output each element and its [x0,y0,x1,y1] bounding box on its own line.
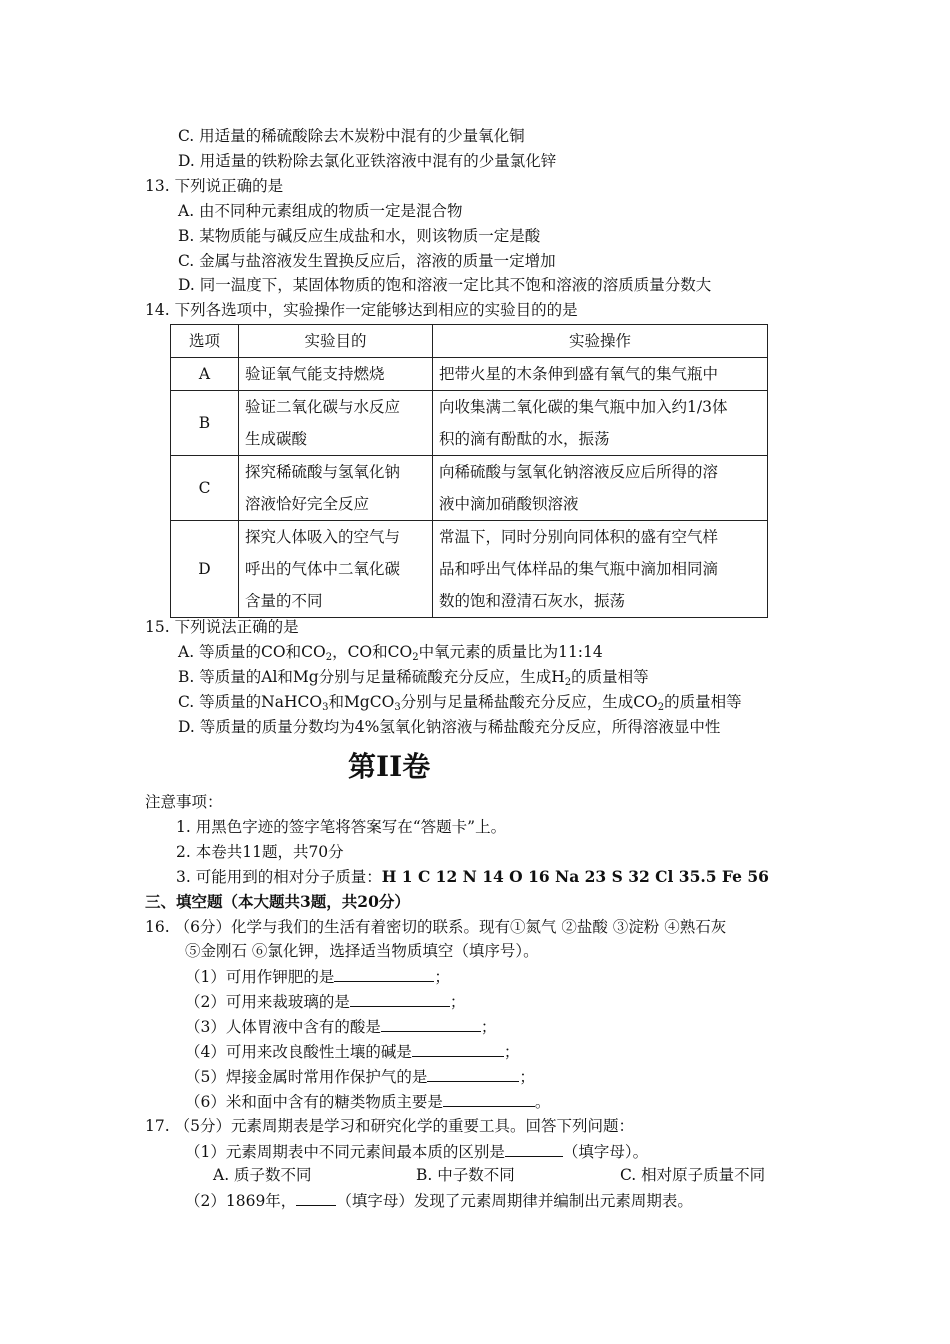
q13-option-c: C. 金属与盐溶液发生置换反应后，溶液的质量一定增加 [178,252,556,270]
notes-heading: 注意事项： [145,793,223,811]
row-purpose: 探究人体吸入的空气与 呼出的气体中二氧化碳 含量的不同 [239,521,433,618]
row-operation: 把带火星的木条伸到盛有氧气的集气瓶中 [433,358,768,391]
header-option: 选项 [171,325,239,358]
answer-blank[interactable] [412,1041,504,1057]
answer-blank[interactable] [505,1141,563,1157]
q15-option-a: A. 等质量的CO和$CO_2$，CO和$CO_2$中氧元素的质量比为11:14 [178,643,603,663]
table-row [171,521,768,618]
q14-stem: 14. 下列各选项中，实验操作一定能够达到相应的实验目的的是 [145,301,578,319]
q16-item-3: （3）人体胃液中含有的酸是 ； [185,1018,497,1036]
q16-item-2: （2）可用来裁玻璃的是 ； [185,993,466,1011]
note-2: 2. 本卷共11题，共70分 [176,843,344,861]
q17-sub1: （1）元素周期表中不同元素间最本质的区别是 （填字母）。 [185,1143,649,1161]
q16-item-6: （6）米和面中含有的糖类物质主要是 。 [185,1093,551,1111]
row-operation: 常温下，同时分别向同体积的盛有空气样 品和呼出气体样品的集气瓶中滴加相同滴 数的饱和澄清石灰水，振荡 [433,521,768,618]
note-3: 3. 可能用到的相对分子质量：H 1 C 12 N 14 O 16 Na 23 S 32 Cl 35.5 Fe 56 [176,867,769,886]
q15-stem: 15. 下列说法正确的是 [145,618,299,636]
header-operation: 实验操作 [433,325,768,358]
table-row [171,391,768,456]
q12-option-d: D. 用适量的铁粉除去氯化亚铁溶液中混有的少量氯化锌 [178,152,557,170]
part3-title: 三、填空题（本大题共3题，共20分） [145,892,410,911]
table-row [171,456,768,521]
q15-option-b: B. 等质量的Al和Mg分别与足量稀硫酸充分反应，生成$H_2$的质量相等 [178,668,649,688]
answer-blank[interactable] [443,1091,535,1107]
experiment-table [170,324,768,618]
q16-stem-line2: ⑤金刚石 ⑥氯化钾，选择适当物质填空（填序号）。 [185,942,539,960]
row-operation: 向收集满二氧化碳的集气瓶中加入约1/3体 积的滴有酚酞的水，振荡 [433,391,768,456]
q13-option-b: B. 某物质能与碱反应生成盐和水，则该物质一定是酸 [178,227,541,245]
table-header-row [171,325,768,358]
q13-option-a: A. 由不同种元素组成的物质一定是混合物 [178,202,463,220]
q16-item-1: （1）可用作钾肥的是 ； [185,968,450,986]
answer-blank[interactable] [427,1066,519,1082]
q12-option-c: C. 用适量的稀硫酸除去木炭粉中混有的少量氧化铜 [178,127,525,145]
q13-option-d: D. 同一温度下，某固体物质的饱和溶液一定比其不饱和溶液的溶质质量分数大 [178,276,712,294]
note-1: 1. 用黑色字迹的签字笔将答案写在“答题卡”上。 [176,818,507,836]
row-operation: 向稀硫酸与氢氧化钠溶液反应后所得的溶 液中滴加硝酸钡溶液 [433,456,768,521]
q17-stem: 17. （5分）元素周期表是学习和研究化学的重要工具。回答下列问题： [145,1117,634,1135]
row-option: D [171,521,239,618]
q15-option-d: D. 等质量的质量分数均为4%氢氧化钠溶液与稀盐酸充分反应，所得溶液显中性 [178,718,721,736]
q15-option-c: C. 等质量的NaHCO$_3$和MgCO$_3$分别与足量稀盐酸充分反应，生成$CO_2$的质量相等 [178,693,742,713]
q16-stem-line1: 16. （6分）化学与我们的生活有着密切的联系。现有①氮气 ②盐酸 ③淀粉 ④熟石灰 [145,918,727,936]
answer-blank[interactable] [350,991,450,1007]
answer-blank[interactable] [334,966,434,982]
q13-stem: 13. 下列说正确的是 [145,177,284,195]
section-title: 第II卷 [348,750,431,783]
q17-option-c: C. 相对原子质量不同 [620,1166,766,1184]
header-purpose: 实验目的 [239,325,433,358]
row-purpose: 验证二氧化碳与水反应 生成碳酸 [239,391,433,456]
row-option: C [171,456,239,521]
table-row [171,358,768,391]
row-purpose: 验证氧气能支持燃烧 [239,358,433,391]
q17-option-a: A. 质子数不同 [213,1166,312,1184]
q17-sub2: （2）1869年， （填字母）发现了元素周期律并编制出元素周期表。 [185,1192,693,1210]
answer-blank[interactable] [381,1016,481,1032]
q17-option-b: B. 中子数不同 [416,1166,515,1184]
answer-blank[interactable] [296,1190,336,1206]
row-option: A [171,358,239,391]
q16-item-5: （5）焊接金属时常用作保护气的是 ； [185,1068,535,1086]
row-purpose: 探究稀硫酸与氢氧化钠 溶液恰好完全反应 [239,456,433,521]
q16-item-4: （4）可用来改良酸性土壤的碱是 ； [185,1043,520,1061]
row-option: B [171,391,239,456]
